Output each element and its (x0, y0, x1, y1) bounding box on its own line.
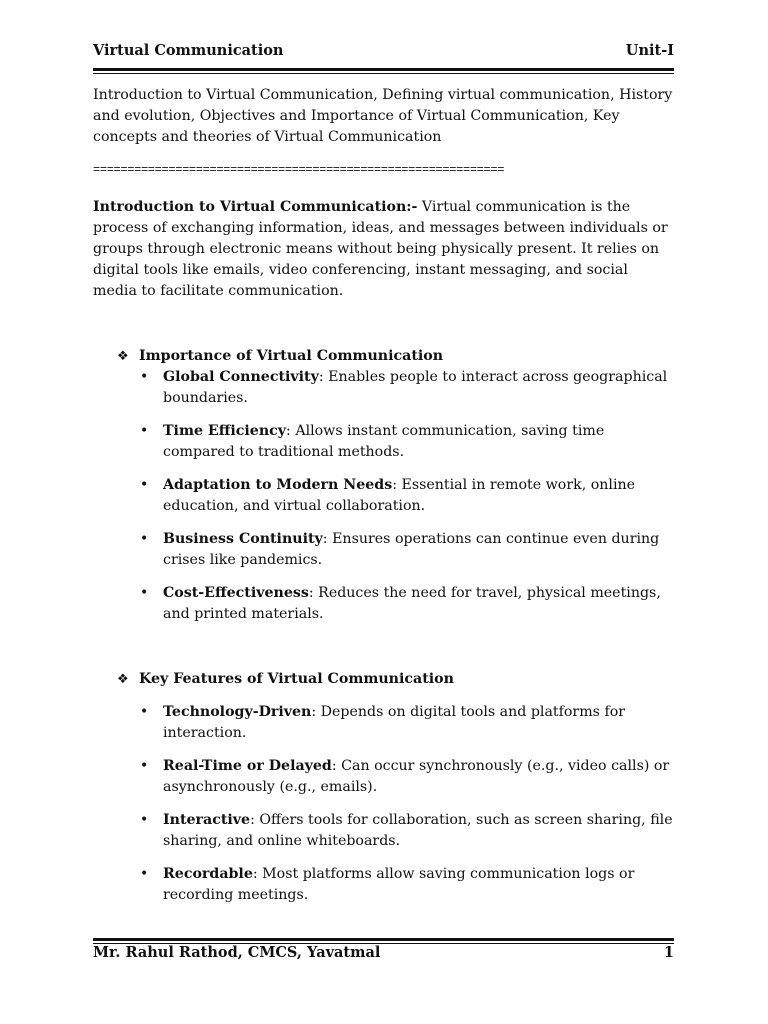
separator-line: ============================================================ (93, 163, 505, 177)
list-item (93, 421, 674, 463)
page-number: 1 (663, 944, 674, 961)
item-term: Cost-Effectiveness (163, 585, 309, 601)
item-term: Time Efficiency (163, 423, 287, 439)
list-item (93, 367, 674, 409)
intro-paragraph (93, 197, 674, 302)
list-item (93, 702, 674, 744)
list-item (93, 810, 674, 852)
bullet-icon: • (140, 477, 149, 493)
bullet-icon: • (140, 704, 149, 720)
item-description: : Reduces the need for travel, physical meetings, and printed materials. (163, 585, 661, 622)
page-footer (93, 944, 674, 961)
footer-author: Mr. Rahul Rathod, CMCS, Yavatmal (93, 944, 381, 961)
bullet-icon: • (140, 531, 149, 547)
list-item (93, 756, 674, 798)
item-term: Business Continuity (163, 531, 323, 547)
item-term: Recordable (163, 866, 253, 882)
header-rule (93, 68, 674, 74)
item-term: Global Connectivity (163, 369, 319, 385)
page-content (93, 85, 674, 906)
item-term: Interactive (163, 812, 251, 828)
features-section (93, 669, 674, 906)
features-title: Key Features of Virtual Communication (139, 671, 454, 687)
syllabus-text: Introduction to Virtual Communication, Defining virtual communication, History and evolution, Objectives and Importance of Virtual Communication, Key concepts and theories of Virtual Communication (93, 87, 673, 145)
header-unit: Unit-I (625, 42, 674, 59)
bullet-icon: • (140, 585, 149, 601)
list-item (93, 864, 674, 906)
item-term: Adaptation to Modern Needs (163, 477, 393, 493)
item-description: : Essential in remote work, online education, and virtual collaboration. (163, 477, 636, 514)
item-description: : Allows instant communication, saving time compared to traditional methods. (163, 423, 605, 460)
item-description: : Enables people to interact across geographical boundaries. (163, 369, 668, 406)
list-item (93, 529, 674, 571)
intro-heading: Introduction to Virtual Communication:- (93, 199, 418, 215)
features-list (93, 702, 674, 906)
item-description: : Can occur synchronously (e.g., video calls) or asynchronously (e.g., emails). (163, 758, 670, 795)
diamond-bullet-icon: ❖ (117, 349, 129, 364)
bullet-icon: • (140, 423, 149, 439)
list-item (93, 475, 674, 517)
page-header (93, 42, 674, 59)
header-title: Virtual Communication (93, 42, 284, 59)
diamond-bullet-icon: ❖ (117, 672, 129, 687)
item-description: : Offers tools for collaboration, such as screen sharing, file sharing, and online whiteboards. (163, 812, 673, 849)
item-term: Real-Time or Delayed (163, 758, 332, 774)
importance-section (93, 346, 674, 625)
importance-list (93, 367, 674, 625)
list-item (93, 583, 674, 625)
importance-title: Importance of Virtual Communication (139, 348, 444, 364)
item-term: Technology-Driven (163, 704, 312, 720)
bullet-icon: • (140, 758, 149, 774)
bullet-icon: • (140, 866, 149, 882)
item-description: : Depends on digital tools and platforms for interaction. (163, 704, 626, 741)
importance-title-row (93, 346, 674, 367)
item-description: : Ensures operations can continue even during crises like pandemics. (163, 531, 660, 568)
bullet-icon: • (140, 369, 149, 385)
features-title-row (93, 669, 674, 690)
bullet-icon: • (140, 812, 149, 828)
item-description: : Most platforms allow saving communication logs or recording meetings. (163, 866, 635, 903)
intro-text: Virtual communication is the process of exchanging information, ideas, and messages between individuals or groups through electronic means without being physically present. It relies on digital tools like emails, video conferencing, instant messaging, and social media to facilitate communication. (93, 199, 668, 299)
